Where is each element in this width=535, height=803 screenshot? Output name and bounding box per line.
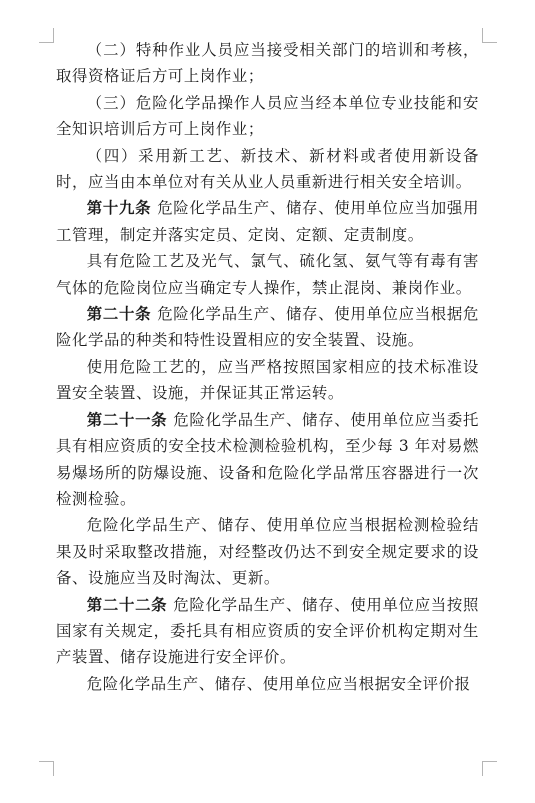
- paragraph-text: 危险化学品生产、储存、使用单位应当加强用工管理，制定并落实定员、定岗、定额、定责制度。: [56, 199, 479, 244]
- article-number: 第二十条: [86, 305, 152, 324]
- crop-mark-top-left: [39, 28, 54, 43]
- paragraph-text: （二）特种作业人员应当接受相关部门的培训和考核，取得资格证后方可上岗作业；: [56, 41, 479, 86]
- article-20-paragraph-2: [56, 354, 479, 407]
- paragraph-text: 危险化学品生产、储存、使用单位应当按照国家有关规定，委托具有相应资质的安全评价机构定期对生产装置、储存设施进行安全评价。: [56, 595, 479, 667]
- article-number: 第二十二条: [86, 595, 168, 614]
- article-21: [56, 407, 479, 513]
- paragraph-text: 危险化学品生产、储存、使用单位应当根据检测检验结果及时采取整改措施，对经整改仍达不到安全规定要求的设备、设施应当及时淘汰、更新。: [56, 516, 479, 588]
- article-21-paragraph-2: [56, 512, 479, 591]
- article-22: [56, 592, 479, 671]
- article-number: 第十九条: [86, 199, 152, 218]
- paragraph-text: （四）采用新工艺、新技术、新材料或者使用新设备时，应当由本单位对有关从业人员重新进行相关安全培训。: [56, 146, 479, 192]
- crop-mark-bottom-right: [482, 761, 497, 776]
- paragraph-item-4: [56, 143, 479, 196]
- paragraph-text: 具有危险工艺及光气、氯气、硫化氢、氨气等有毒有害气体的危险岗位应当确定专人操作，禁止混岗、兼岗作业。: [56, 252, 479, 297]
- crop-mark-top-right: [482, 28, 497, 43]
- paragraph-item-3: [56, 90, 479, 143]
- article-22-paragraph-2: [56, 671, 479, 697]
- paragraph-text: 危险化学品生产、储存、使用单位应当根据危险化学品的种类和特性设置相应的安全装置、设施。: [56, 305, 479, 350]
- article-19: [56, 195, 479, 248]
- article-number: 第二十一条: [86, 410, 168, 429]
- paragraph-text: 使用危险工艺的，应当严格按照国家相应的技术标准设置安全装置、设施，并保证其正常运转。: [56, 357, 479, 403]
- paragraph-item-2: [56, 37, 479, 90]
- article-19-paragraph-2: [56, 248, 479, 301]
- paragraph-text: 危险化学品生产、储存、使用单位应当委托具有相应资质的安全技术检测检验机构，至少每 3 年对易燃易爆场所的防爆设施、设备和危险化学品常压容器进行一次检测检验。: [56, 410, 479, 508]
- crop-mark-bottom-left: [39, 761, 54, 776]
- document-body: [56, 37, 479, 697]
- paragraph-text: 危险化学品生产、储存、使用单位应当根据安全评价报: [86, 674, 471, 693]
- article-20: [56, 301, 479, 354]
- paragraph-text: （三）危险化学品操作人员应当经本单位专业技能和安全知识培训后方可上岗作业；: [56, 93, 479, 139]
